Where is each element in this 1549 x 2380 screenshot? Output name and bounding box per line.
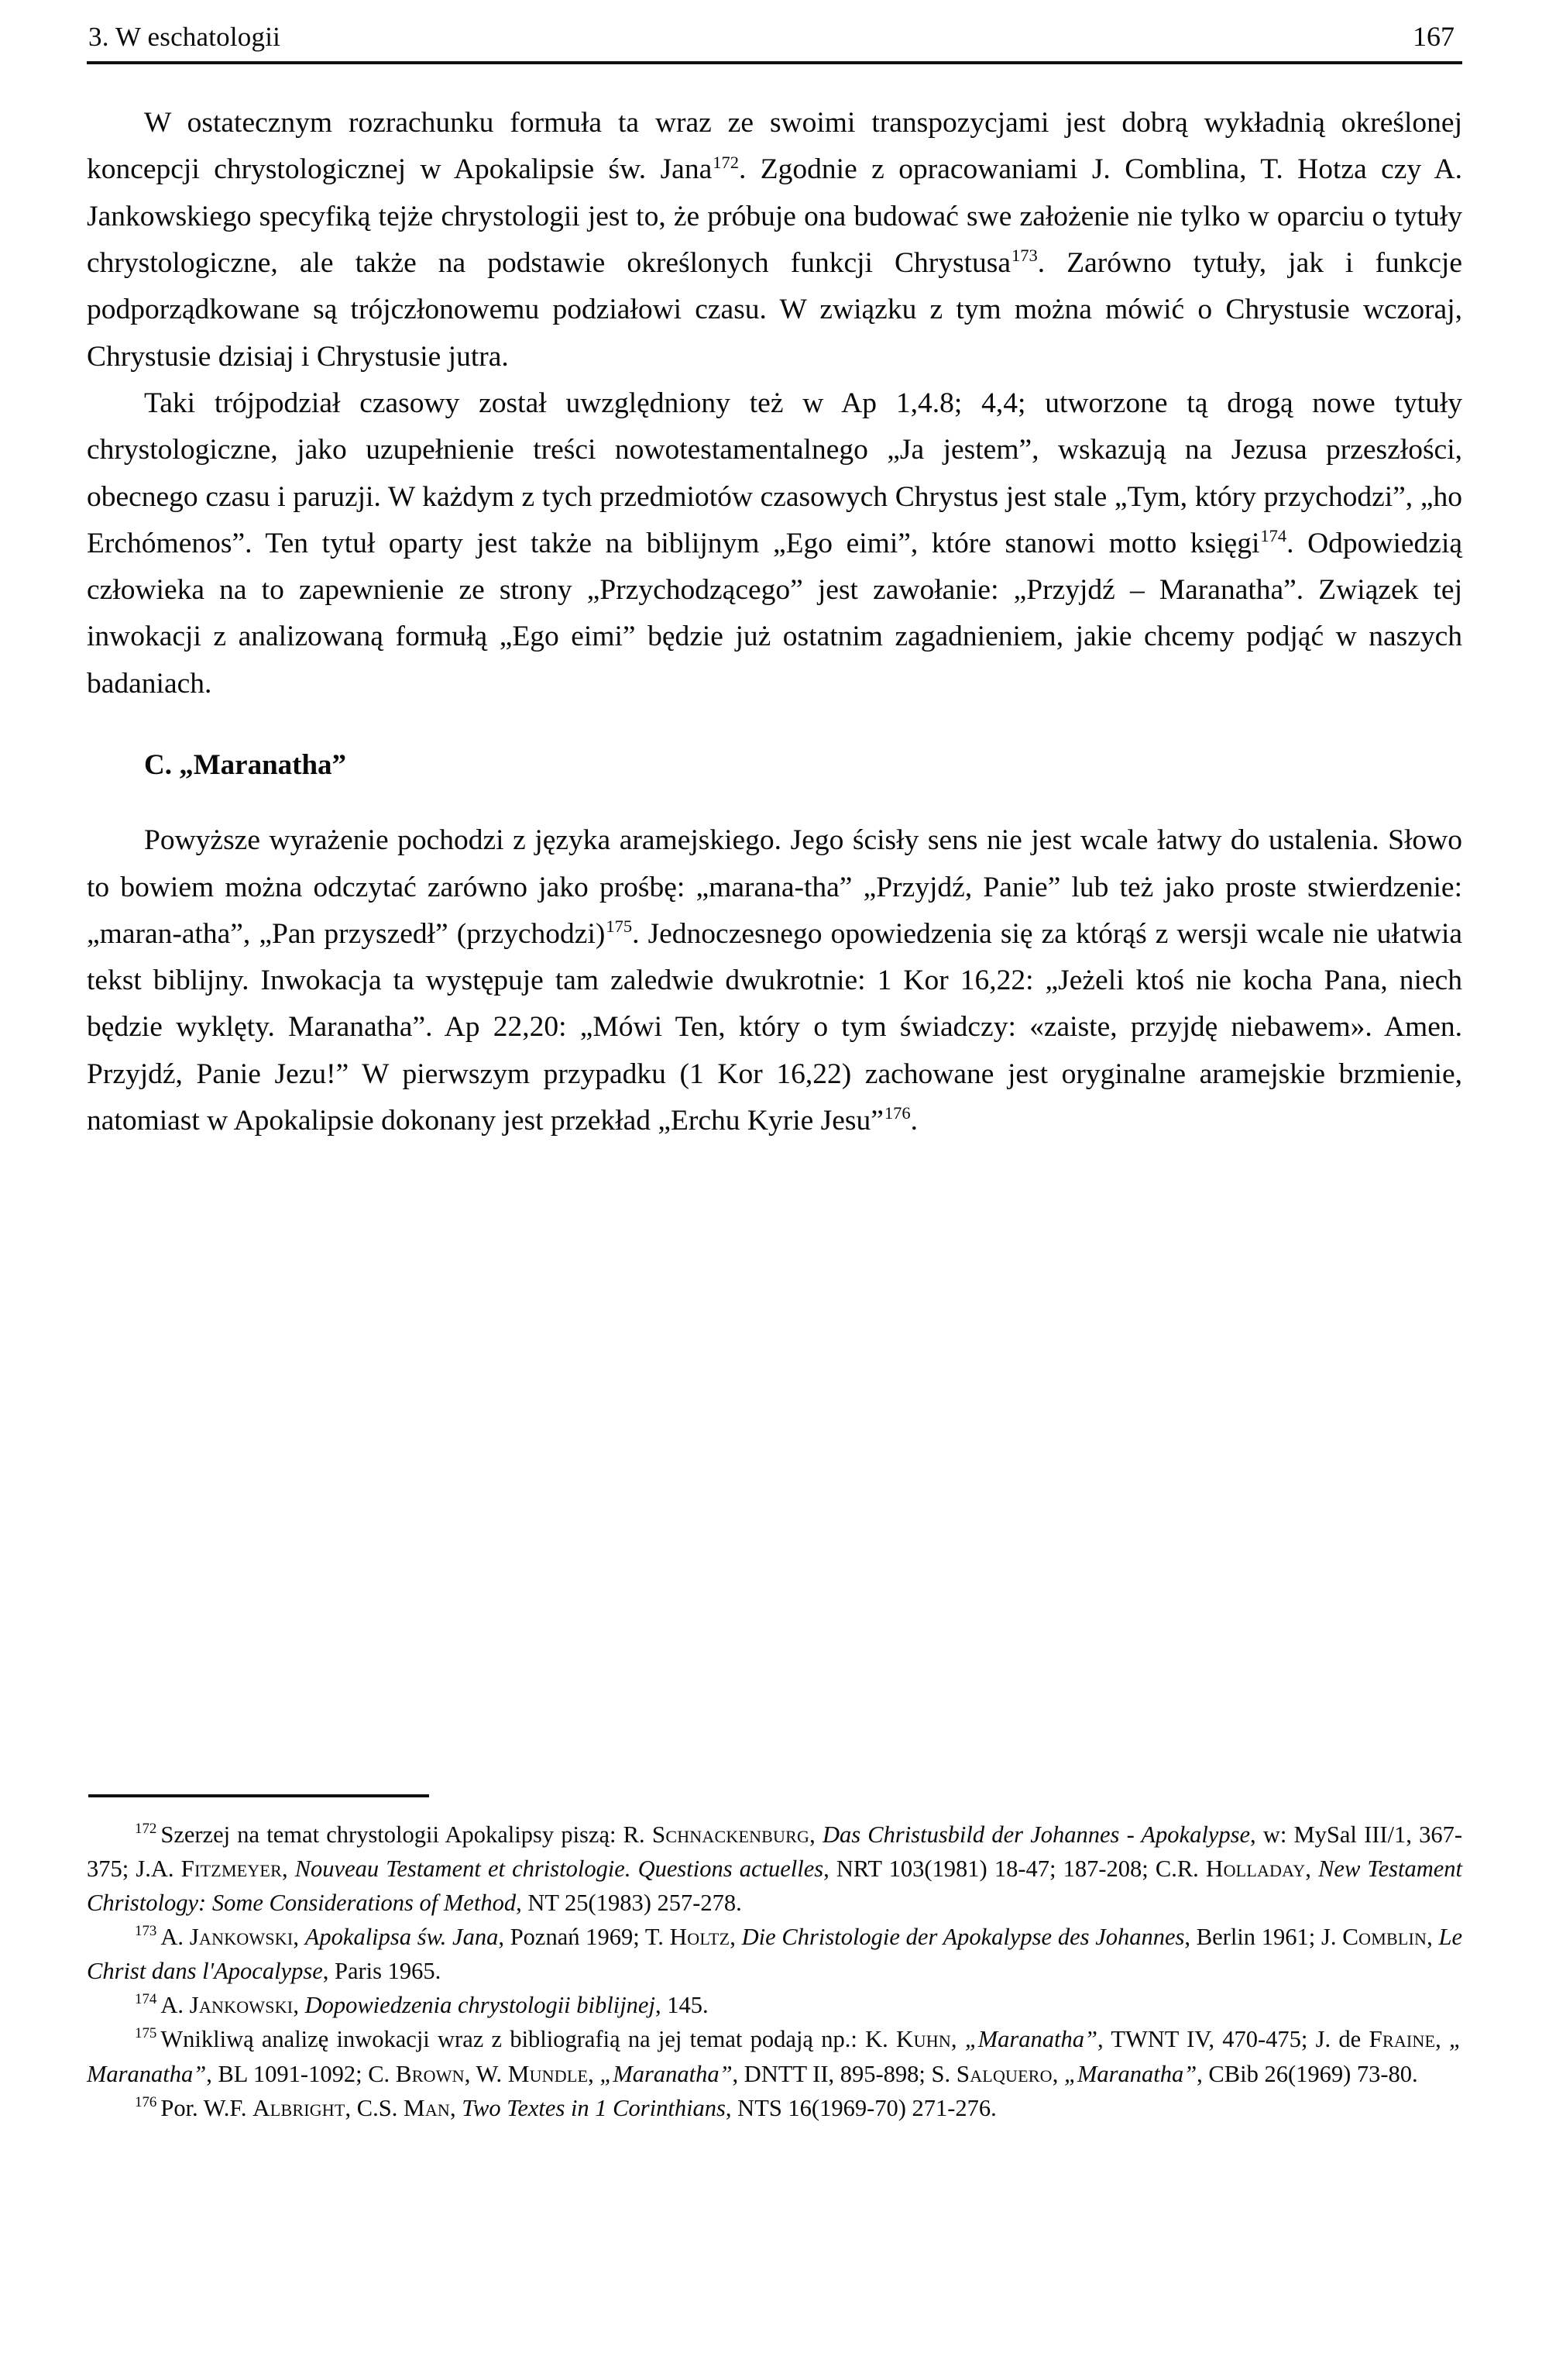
- footnote-author-name: Fraine: [1369, 2025, 1436, 2053]
- footnote-author-name: Schnackenburg: [651, 1821, 810, 1848]
- body-paragraph: W ostatecznym rozrachunku formuła ta wraz ze swoimi transpozycjami jest dobrą wykładnią określonej koncepcji chrystologicznej w Apokalipsie św. Jana$^{172}$. Zgodnie z opracowaniami J. Comblina, T. Hotza czy A. Jankowskiego specyfiką tejże chrystologii jest to, że próbuje ona budować swe założenie nie tylko w oparciu o tytuły chrystologiczne, ale także na podstawie określonych funkcji Chrystusa$^{173}$. Zarówno tytuły, jak i funkcje podporządkowane są trójczłonowemu podziałowi czasu. W związku z tym można mówić o Chrystusie wczoraj, Chrystusie dzisiaj i Chrystusie jutra.: [87, 107, 1462, 373]
- footnote-number: 172: [135, 1820, 157, 1837]
- footnote-entry: $^{172}$ Szerzej na temat chrystologii Apokalipsy piszą: R. Schnackenburg, Das Christusbild der Johannes - Apokalypse, w: MySal III/1, 367-375; J.A. Fitzmeyer, Nouveau Testament et christologie. Questions actuelles, NRT 103(1981) 18-47; 187-208; C.R. Holladay, New Testament Christology: Some Considerations of Method, NT 25(1983) 257-278.: [87, 1820, 1463, 1916]
- running-head-title: 3. W eschatologii: [88, 22, 281, 52]
- footnote-work-title: Das Christusbild der Johannes - Apokalypse: [822, 1821, 1250, 1848]
- footnote-list: [87, 1818, 1462, 2126]
- footnote-work-title: Dopowiedzenia chrystologii biblijnej: [304, 1992, 655, 2019]
- footnote-work-title: „Maranatha”: [1063, 2060, 1197, 2087]
- footnote-author-name: Jankowski: [189, 1923, 294, 1951]
- footnote-divider: [88, 1794, 429, 1797]
- footnote-work-title: Nouveau Testament et christologie. Questions actuelles: [294, 1856, 824, 1883]
- footnote-work-title: „Maranatha”: [964, 2026, 1097, 2053]
- page-number: 167: [1413, 21, 1455, 52]
- footnote-number: 176: [135, 2093, 157, 2110]
- footnote-number: 173: [135, 1922, 157, 1939]
- footnote-author-name: Jankowski: [189, 1991, 294, 2019]
- footnote-area: [87, 1794, 1462, 2126]
- footnote-author-name: Holladay: [1205, 1855, 1306, 1883]
- footnote-author-name: Kuhn: [895, 2025, 951, 2053]
- footnote-reference[interactable]: 173: [1011, 246, 1038, 266]
- footnote-entry: $^{176}$ Por. W.F. Albright, C.S. Man, Two Textes in 1 Corinthians, NTS 16(1969-70) 271-276.: [135, 2093, 997, 2122]
- footnote-work-title: Le Christ dans l'Apocalypse: [87, 1924, 1462, 1984]
- body-paragraph: Taki trójpodział czasowy został uwzględniony też w Ap 1,4.8; 4,4; utworzone tą drogą nowe tytuły chrystologiczne, jako uzupełnienie treści nowotestamentalnego „Ja jestem”, wskazują na Jezusa przeszłości, obecnego czasu i paruzji. W każdym z tych przedmiotów czasowych Chrystus jest stale „Tym, który przychodzi”, „ho Erchómenos”. Ten tytuł oparty jest także na biblijnym „Ego eimi”, które stanowi motto księgi$^{174}$. Odpowiedzią człowieka na to zapewnienie ze strony „Przychodzącego” jest zawołanie: „Przyjdź – Maranatha”. Związek tej inwokacji z analizowaną formułą „Ego eimi” będzie już ostatnim zagadnieniem, jakie chcemy podjąć w naszych badaniach.: [87, 387, 1463, 700]
- footnote-author-name: Fitzmeyer: [180, 1855, 282, 1883]
- paragraph-group-before-heading: [87, 100, 1462, 707]
- footnote-work-title: Die Christologie der Apokalypse des Johannes: [741, 1924, 1185, 1951]
- footnote-author-name: Mundle: [507, 2059, 589, 2087]
- footnote-entry: $^{174}$ A. Jankowski, Dopowiedzenia chrystologii biblijnej, 145.: [135, 1990, 709, 2019]
- body-text: [87, 100, 1462, 1144]
- footnote-work-title: „ Maranatha”: [87, 2026, 1463, 2087]
- footnote-work-title: Two Textes in 1 Corinthians: [462, 2095, 726, 2122]
- footnote-entry: $^{173}$ A. Jankowski, Apokalipsa św. Jana, Poznań 1969; T. Holtz, Die Christologie der Apokalypse des Johannes, Berlin 1961; J. Comblin, Le Christ dans l'Apocalypse, Paris 1965.: [87, 1922, 1462, 1984]
- running-head: [87, 20, 1462, 61]
- footnote-work-title: New Testament Christology: Some Considerations of Method: [87, 1856, 1462, 1916]
- section-heading: C. „Maranatha”: [144, 749, 347, 782]
- footnote-author-name: Man: [403, 2094, 451, 2122]
- footnote-work-title: „Maranatha”: [599, 2060, 733, 2087]
- footnote-author-name: Albright: [252, 2094, 345, 2122]
- footnote-work-title: Apokalipsa św. Jana: [304, 1924, 499, 1951]
- footnote-number: 175: [135, 2024, 157, 2041]
- footnote-reference[interactable]: 175: [606, 916, 633, 936]
- footnote-reference[interactable]: 172: [713, 152, 739, 172]
- paragraph-group-after-heading: [87, 817, 1462, 1144]
- body-paragraph: Powyższe wyrażenie pochodzi z języka aramejskiego. Jego ścisły sens nie jest wcale łatwy do ustalenia. Słowo to bowiem można odczytać zarówno jako prośbę: „marana-tha” „Przyjdź, Panie” lub też jako proste stwierdzenie: „maran-atha”, „Pan przyszedł” (przychodzi)$^{175}$. Jednoczesnego opowiedzenia się za którąś z wersji wcale nie ułatwia tekst biblijny. Inwokacja ta występuje tam zaledwie dwukrotnie: 1 Kor 16,22: „Jeżeli ktoś nie kocha Pana, niech będzie wyklęty. Maranatha”. Ap 22,20: „Mówi Ten, który o tym świadczy: «zaiste, przyjdę niebawem». Amen. Przyjdź, Panie Jezu!” W pierwszym przypadku (1 Kor 16,22) zachowane jest oryginalne aramejskie brzmienie, natomiast w Apokalipsie dokonany jest przekład „Erchu Kyrie Jesu”$^{176}$.: [87, 824, 1463, 1137]
- footnote-number: 174: [135, 1990, 157, 2007]
- footnote-entry: $^{175}$ Wnikliwą analizę inwokacji wraz z bibliografią na jej temat podają np.: K. Kuhn, „Maranatha”, TWNT IV, 470-475; J. de Fraine, „ Maranatha”, BL 1091-1092; C. Brown, W. Mundle, „Maranatha”, DNTT II, 895-898; S. Salquero, „Maranatha”, CBib 26(1969) 73-80.: [87, 2024, 1463, 2087]
- footnote-author-name: Salquero: [956, 2059, 1053, 2087]
- footnote-author-name: Brown: [395, 2059, 465, 2087]
- footnote-author-name: Holtz: [669, 1923, 730, 1951]
- footnote-author-name: Comblin: [1342, 1923, 1427, 1951]
- header-divider: [87, 61, 1462, 64]
- footnote-reference[interactable]: 176: [884, 1103, 911, 1123]
- footnote-reference[interactable]: 174: [1260, 525, 1287, 545]
